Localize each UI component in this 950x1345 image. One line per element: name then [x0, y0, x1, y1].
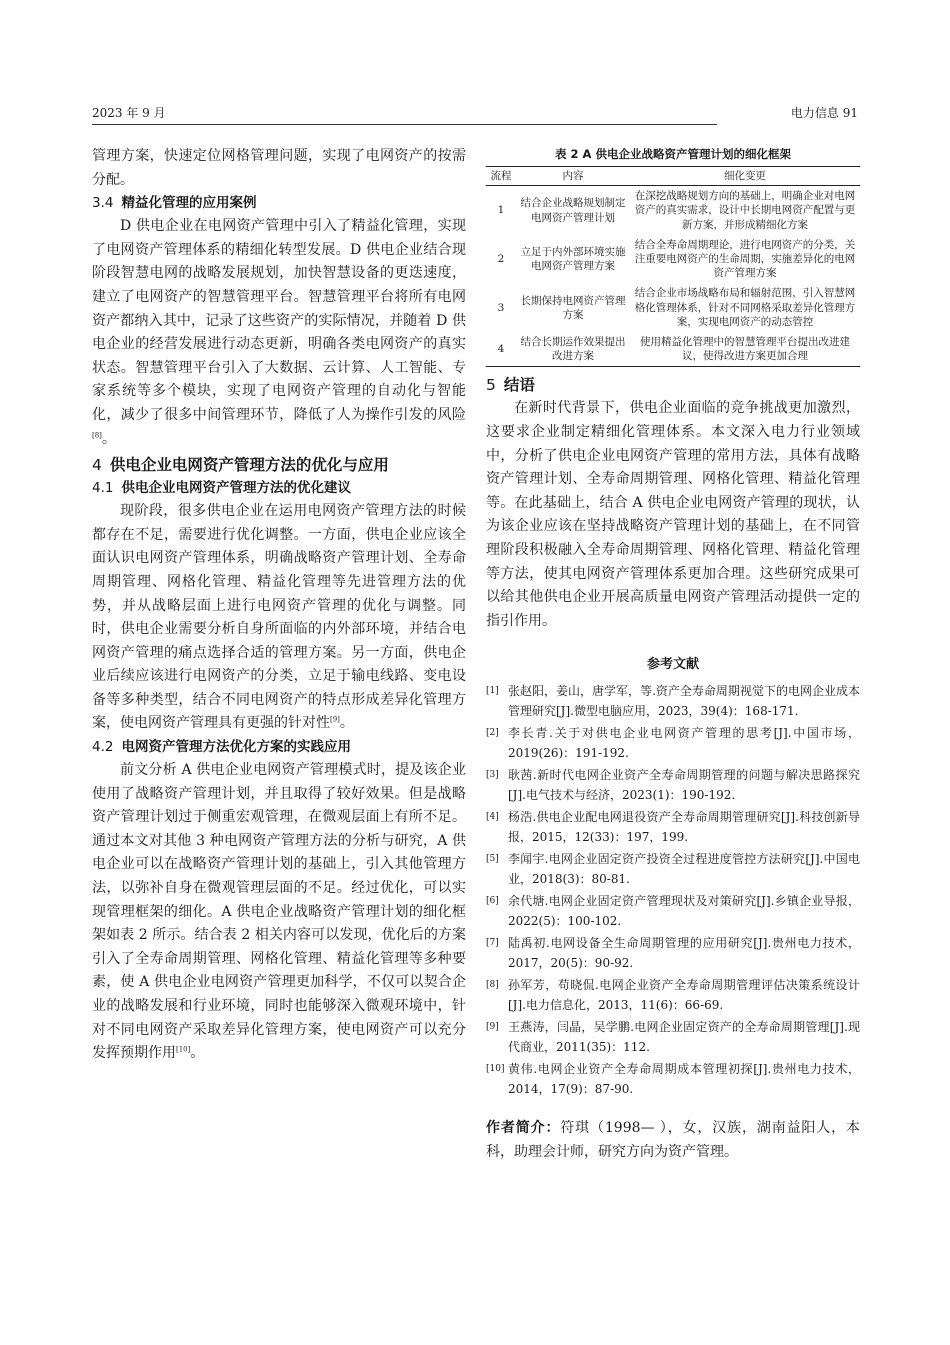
table-row [486, 186, 860, 235]
header-journal: 电力信息 91 [790, 106, 858, 120]
paragraph-3-4: D 供电企业在电网资产管理中引入了精益化管理，实现了电网资产管理体系的精细化转型发展。D 供电企业结合现阶段智慧电网的战略发展规划，加快智慧设备的更迭速度，建立了电网资产的智慧管理平台。智慧管理平台将所有电网资产都纳入其中，记录了这些资产的实际情况，并随着 D 供电企业的经营发展进行动态更新，明确各类电网资产的真实状态。智慧管理平台引入了大数据、云计算、人工智能、专家系统等多个模块，实现了电网资产管理的自动化与智能化，减少了很多中间管理环节，降低了人为操作引发的风险[8]。 [92, 218, 466, 447]
reference-item: [2] 李长青.关于对供电企业电网资产管理的思考[J].中国市场，2019(26)：191-192. [486, 726, 860, 761]
table-cell: 长期保持电网资产管理方案 [520, 294, 626, 321]
table-header-cell: 流程 [486, 167, 516, 186]
section-4-2-heading: 4.2 电网资产管理方法优化方案的实践应用 [92, 739, 351, 756]
citation-8: [8] [92, 430, 102, 439]
table-row [486, 332, 860, 367]
header-rule [92, 124, 717, 125]
table-row [486, 235, 860, 284]
reference-item: [9] 王燕涛，闫晶，吴学鹏.电网企业固定资产的全寿命周期管理[J].现代商业，2011(35)：112. [486, 1020, 860, 1055]
table-header-row [486, 167, 860, 186]
table-cell: 2 [497, 253, 505, 266]
reference-item: [4] 杨浩.供电企业配电网退役资产全寿命周期管理研究[J].科技创新导报，2015，12(33)：197，199. [486, 810, 860, 845]
author-bio-text: 符琪（1998— ），女，汉族，湖南益阳人，本科，助理会计师，研究方向为资产管理。 [486, 1120, 861, 1160]
header-date: 2023 年 9 月 [92, 106, 166, 120]
references-title: 参考文献 [646, 657, 699, 673]
reference-item: [7] 陆禹初.电网设备全生命周期管理的应用研究[J].贵州电力技术，2017，20(5)：90-92. [486, 936, 860, 971]
citation-10: [10] [176, 1045, 191, 1054]
table-2 [486, 145, 860, 367]
table-cell: 结合全寿命周期理论，进行电网资产的分类，关注重要电网资产的生命周期，实施差异化的电网资产管理方案 [634, 238, 856, 280]
table-cell: 1 [497, 204, 505, 217]
section-4-heading: 4 供电企业电网资产管理方法的优化与应用 [92, 456, 389, 475]
reference-item: [10] 黄伟.电网企业资产全寿命周期成本管理初探[J].贵州电力技术，2014，17(9)：87-90. [486, 1062, 860, 1097]
section-5-heading: 5 结语 [486, 376, 535, 395]
section-3-4-heading: 3.4 精益化管理的应用案例 [92, 195, 257, 212]
section-4-1-heading: 4.1 供电企业电网资产管理方法的优化建议 [92, 480, 351, 497]
reference-item: [6] 余代塘.电网企业固定资产管理现状及对策研究[J].乡镇企业导报，2022(5)：100-102. [486, 894, 860, 929]
table-header-cell: 内容 [516, 167, 630, 186]
paragraph-continued: 管理方案，快速定位网格管理问题，实现了电网资产的按需分配。 [92, 148, 466, 188]
reference-item: [8] 孙军芳，苟晓侃.电网企业资产全寿命周期管理评估决策系统设计[J].电力信息化，2013，11(6)：66-69. [486, 978, 860, 1013]
table-row [486, 283, 860, 332]
table-header-cell: 细化变更 [630, 167, 860, 186]
table-cell: 3 [497, 301, 505, 314]
table-cell: 在深挖战略规划方向的基础上，明确企业对电网资产的真实需求，设计中长期电网资产配置与更新方案，并形成精细化方案 [634, 190, 856, 231]
reference-list [486, 681, 860, 1099]
author-bio [486, 1117, 860, 1164]
paragraph-conclusion: 在新时代背景下，供电企业面临的竞争挑战更加激烈，这要求企业制定精细化管理体系。本文深入电力行业领域中，分析了供电企业电网资产管理的常用方法，具体有战略资产管理计划、全寿命周期管理、网格化管理、精益化管理等。在此基础上，结合 A 供电企业电网资产管理的现状，认为该企业应该在坚持战略资产管理计划的基础上，在不同管理阶段积极融入全寿命周期管理、网格化管理、精益化管理等方法，使其电网资产管理体系更加合理。这些研究成果可以给其他供电企业开展高质量电网资产管理活动提供一定的指引作用。 [486, 400, 860, 629]
citation-9: [9] [330, 715, 340, 724]
paragraph-4-2: 前文分析 A 供电企业电网资产管理模式时，提及该企业使用了战略资产管理计划，并且取得了较好效果。但是战略资产管理计划过于侧重宏观管理，在微观层面上有所不足。通过本文对其他 3 种电网资产管理方法的分析与研究，A 供电企业可以在战略资产管理计划的基础上，引入其他管理方法，以弥补自身在微观管理层面的不足。经过优化，可以实现管理框架的细化。A 供电企业战略资产管理计划的细化框架如表 2 所示。结合表 2 相关内容可以发现，优化后的方案引入了全寿命周期管理、网格化管理、精益化管理等多种要素，使 A 供电企业电网资产管理更加科学，不仅可以契合企业的战略发展和行业环境，同时也能够深入微观环境中，针对不同电网资产采取差异化管理方案，使电网资产可以充分发挥预期作用[10]。 [92, 762, 466, 1062]
running-header [92, 104, 858, 124]
table-cell: 使用精益化管理中的智慧管理平台提出改进建议，使得改进方案更加合理 [630, 332, 860, 367]
table-cell: 结合企业市场战略布局和辐射范围，引入智慧网格化管理体系，针对不同网格采取差异化管理方案，实现电网资产的动态管控 [634, 287, 856, 328]
table-caption: 表 2 A 供电企业战略资产管理计划的细化框架 [555, 147, 791, 161]
reference-item: [5] 李闻宇.电网企业固定资产投资全过程进度管控方法研究[J].中国电业，2018(3)：80-81. [486, 852, 860, 887]
table-cell: 结合企业战略规划制定电网资产管理计划 [520, 197, 626, 224]
left-column [92, 145, 466, 1066]
table-cell: 立足于内外部环境实施电网资产管理方案 [520, 245, 626, 273]
paragraph-4-1: 现阶段，很多供电企业在运用电网资产管理方法的时候都存在不足，需要进行优化调整。一方面，供电企业应该全面认识电网资产管理体系，明确战略资产管理计划、全寿命周期管理、网格化管理、精益化管理等先进管理方法的优势，并从战略层面上进行电网资产管理的优化与调整。同时，供电企业需要分析自身所面临的内外部环境，并结合电网资产管理的痛点选择合适的管理方案。另一方面，供电企业后续应该进行电网资产的分类，立足于输电线路、变电设备等多种类型，结合不同电网资产的特点形成差异化管理方案，使电网资产管理具有更强的针对性[9]。 [92, 503, 466, 732]
framework-table [486, 166, 860, 367]
right-column [486, 145, 860, 1165]
reference-item: [1] 张赵阳，姜山，唐学军，等.资产全寿命周期视觉下的电网企业成本管理研究[J].微型电脑应用，2023，39(4)：168-171. [486, 684, 860, 719]
table-cell: 结合长期运作效果提出改进方案 [516, 332, 630, 367]
author-bio-label: 作者简介： [486, 1120, 561, 1137]
reference-item: [3] 耿茜.新时代电网企业资产全寿命周期管理的问题与解决思路探究[J].电气技术与经济，2023(1)：190-192. [486, 768, 860, 803]
table-cell: 4 [486, 332, 516, 367]
